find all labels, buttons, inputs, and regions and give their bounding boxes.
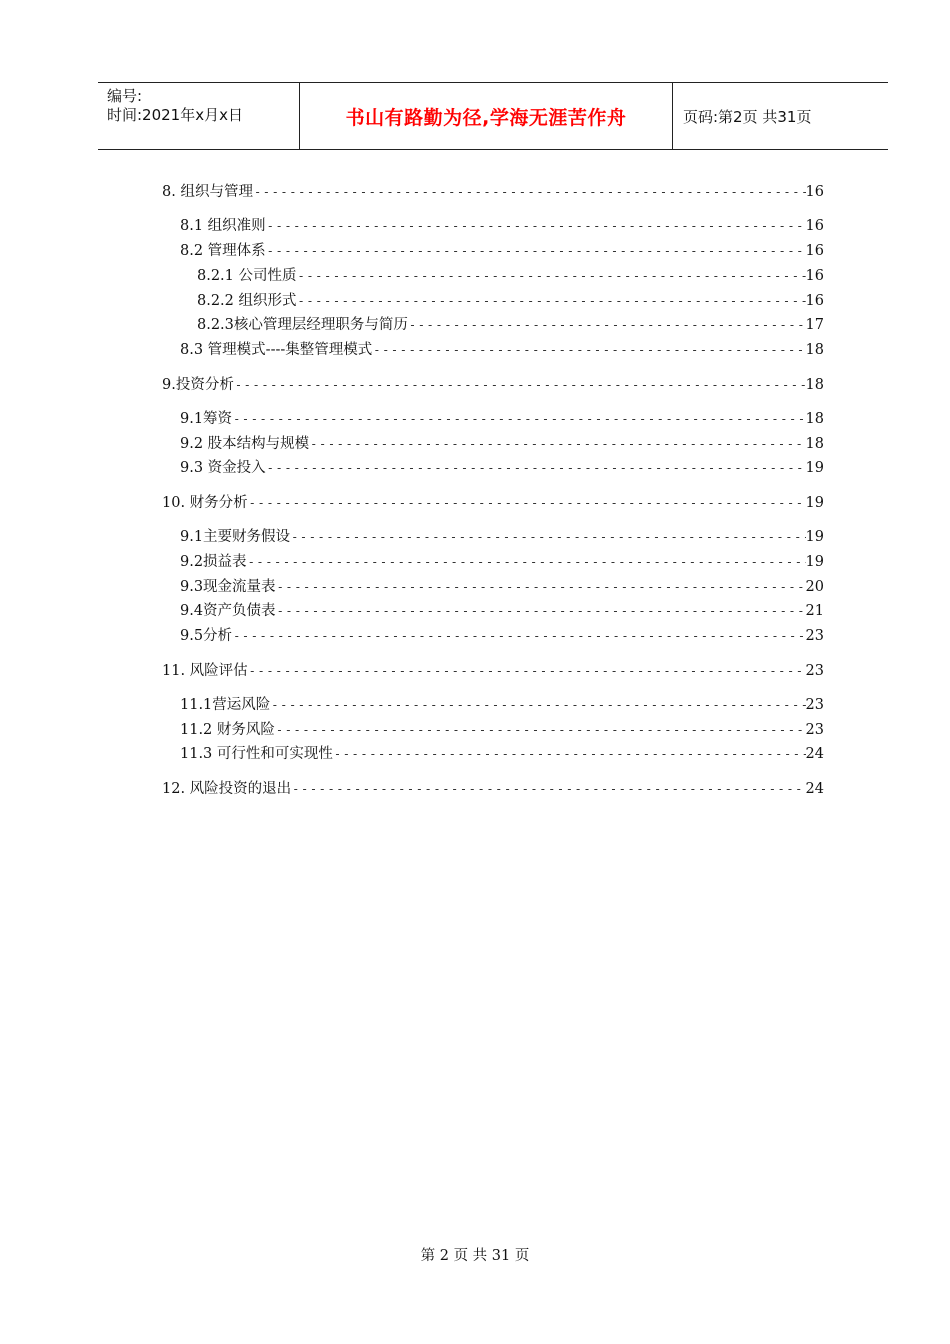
toc-entry-page: 18 [805, 376, 824, 393]
toc-entry[interactable] [162, 742, 824, 767]
toc-dot-leader [276, 580, 806, 594]
page-header [98, 82, 888, 150]
toc-entry[interactable] [162, 659, 824, 684]
toc-entry[interactable] [162, 289, 824, 314]
toc-entry-title: 8.2.3核心管理层经理职务与简历 [197, 317, 408, 334]
toc-entry-page: 18 [805, 342, 824, 359]
toc-entry-title: 9.2 股本结构与规模 [180, 435, 310, 452]
toc-entry-page: 16 [805, 267, 824, 284]
header-motto: 书山有路勤为径,学海无涯苦作舟 [300, 83, 673, 149]
toc-entry-title: 11.1营运风险 [180, 696, 271, 713]
toc-entry[interactable] [162, 575, 824, 600]
toc-entry-page: 18 [805, 410, 824, 427]
toc-entry[interactable] [162, 313, 824, 338]
toc-entry-page: 23 [805, 721, 824, 738]
header-page-info: 页码:第2页 共31页 [683, 107, 812, 126]
toc-entry-title: 11.2 财务风险 [180, 721, 275, 738]
toc-entry-page: 19 [805, 529, 824, 546]
toc-entry-title: 9.2损益表 [180, 553, 247, 570]
toc-dot-leader [309, 437, 805, 451]
toc-entry-title: 9.4资产负债表 [180, 603, 276, 620]
toc-entry-title: 8.2.1 公司性质 [197, 267, 297, 284]
toc-dot-leader [276, 604, 806, 618]
toc-dot-leader [232, 412, 805, 426]
toc-dot-leader [266, 461, 806, 475]
toc-entry-title: 11.3 可行性和可实现性 [180, 746, 333, 763]
document-number-label: 编号: [107, 87, 143, 105]
toc-entry[interactable] [162, 264, 824, 289]
toc-entry-page: 16 [805, 243, 824, 260]
toc-entry-page: 21 [805, 603, 824, 620]
toc-entry-page: 19 [805, 494, 824, 511]
toc-entry-title: 11. 风险评估 [162, 662, 248, 679]
toc-dot-leader [297, 269, 806, 283]
toc-entry[interactable] [162, 525, 824, 550]
toc-dot-leader [232, 629, 805, 643]
toc-dot-leader [248, 664, 806, 678]
toc-entry-title: 9.3现金流量表 [180, 578, 276, 595]
toc-entry[interactable] [162, 491, 824, 516]
toc-dot-leader [266, 244, 806, 258]
toc-dot-leader [275, 723, 806, 737]
toc-entry[interactable] [162, 432, 824, 457]
toc-entry-title: 9.1主要财务假设 [180, 529, 291, 546]
toc-entry[interactable] [162, 693, 824, 718]
toc-dot-leader [408, 318, 806, 332]
toc-entry-page: 20 [805, 578, 824, 595]
toc-entry[interactable] [162, 599, 824, 624]
page-footer: 第 2 页 共 31 页 [420, 1248, 530, 1264]
toc-entry-page: 23 [805, 628, 824, 645]
toc-entry-page: 24 [805, 746, 824, 763]
toc-entry[interactable] [162, 239, 824, 264]
toc-entry-title: 10. 财务分析 [162, 494, 248, 511]
toc-entry[interactable] [162, 407, 824, 432]
toc-dot-leader [266, 219, 806, 233]
toc-entry[interactable] [162, 718, 824, 743]
toc-entry[interactable] [162, 180, 824, 205]
toc-entry-page: 23 [805, 662, 824, 679]
toc-entry[interactable] [162, 338, 824, 363]
header-meta-cell [98, 83, 300, 149]
toc-entry[interactable] [162, 777, 824, 802]
toc-entry-title: 9.投资分析 [162, 376, 234, 393]
toc-entry-title: 8.2 管理体系 [180, 243, 266, 260]
document-date-label: 时间:2021年x月x日 [107, 106, 243, 124]
toc-entry[interactable] [162, 373, 824, 398]
toc-entry[interactable] [162, 550, 824, 575]
toc-entry-title: 8.2.2 组织形式 [197, 292, 297, 309]
toc-entry-title: 9.5分析 [180, 628, 233, 645]
table-of-contents [162, 180, 824, 802]
toc-entry-title: 8.3 管理模式----集整管理模式 [180, 342, 373, 359]
toc-dot-leader [372, 343, 805, 357]
toc-dot-leader [253, 185, 806, 199]
toc-entry-title: 9.3 资金投入 [180, 460, 266, 477]
toc-entry-page: 17 [805, 317, 824, 334]
toc-entry-page: 19 [805, 553, 824, 570]
toc-dot-leader [248, 496, 806, 510]
toc-entry[interactable] [162, 456, 824, 481]
toc-entry-title: 12. 风险投资的退出 [162, 780, 292, 797]
toc-entry-page: 24 [805, 780, 824, 797]
toc-dot-leader [290, 530, 805, 544]
toc-entry[interactable] [162, 214, 824, 239]
toc-dot-leader [297, 294, 806, 308]
toc-dot-leader [247, 555, 806, 569]
toc-dot-leader [270, 698, 805, 712]
toc-entry-page: 23 [805, 696, 824, 713]
toc-dot-leader [291, 782, 805, 796]
toc-entry-title: 8.1 组织准则 [180, 218, 266, 235]
toc-entry-page: 16 [805, 218, 824, 235]
toc-dot-leader [234, 378, 806, 392]
toc-entry[interactable] [162, 624, 824, 649]
toc-entry-page: 16 [805, 292, 824, 309]
toc-entry-title: 9.1筹资 [180, 410, 233, 427]
toc-dot-leader [333, 747, 806, 761]
toc-entry-page: 19 [805, 460, 824, 477]
toc-entry-title: 8. 组织与管理 [162, 184, 253, 200]
toc-entry-page: 18 [805, 435, 824, 452]
toc-entry-page: 16 [805, 184, 824, 200]
